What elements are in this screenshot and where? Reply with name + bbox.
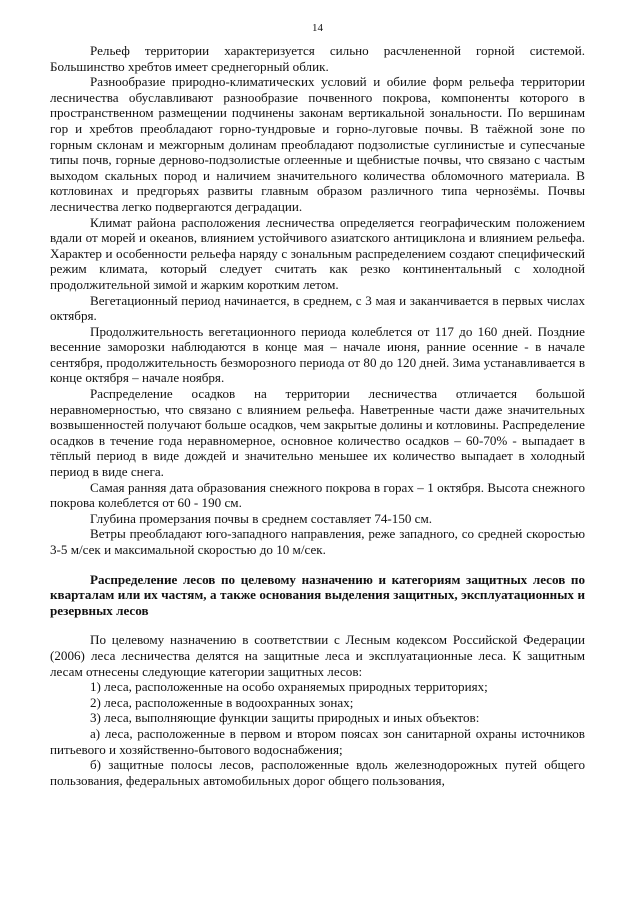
list-item-water-protection: 2) леса, расположенные в водоохранных зонах; xyxy=(90,694,354,710)
paragraph-vegetation-start: Вегетационный период начинается, в среднем, с 3 мая и заканчивается в первых числах октября. xyxy=(50,292,585,324)
paragraph-forest-purpose: По целевому назначению в соответствии с Лесным кодексом Российской Федерации (2006) леса лесничества делятся на защитные леса и эксплуатационные леса. К защитным лесам отнесены следующие категории защитных лесов: xyxy=(50,632,585,679)
section-heading: Распределение лесов по целевому назначению и категориям защитных лесов по кварталам или их частям, а также основания выделения защитных, эксплуатационных и резервных лесов xyxy=(50,571,585,618)
paragraph-relief: Рельеф территории характеризуется сильно расчлененной горной системой. Большинство хребтов имеет среднегорный облик. xyxy=(50,43,585,74)
paragraph-climate: Климат района расположения лесничества определяется географическим положением вдали от морей и океанов, влиянием устойчивого азиатского антициклона и влиянием рельефа. Характер и особенности рельефа наряду с зональным распределением создают специфический режим климата, который следует считать как резко континентальный с холодной продолжительной зимой и жарким коротким летом. xyxy=(50,214,585,292)
paragraph-vegetation-duration: Продолжительность вегетационного периода колеблется от 117 до 160 дней. Поздние весенние заморозки наблюдаются в конце мая – начале июня, ранние осенние - в начале сентября, продолжительность безморозного периода от 80 до 120 дней. Зима устанавливается в конце октября – начале ноября. xyxy=(50,323,585,386)
page-number: 14 xyxy=(312,22,323,34)
list-item-protected-areas: 1) леса, расположенные на особо охраняемых природных территориях; xyxy=(90,679,488,695)
list-item-sanitary-zones: а) леса, расположенные в первом и втором поясах зон санитарной охраны источников питьевого и хозяйственно-бытового водоснабжения; xyxy=(50,725,585,757)
spacer xyxy=(50,558,585,572)
paragraph-soils: Разнообразие природно-климатических условий и обилие форм рельефа территории лесничества обуславливают разнообразие почвенного покрова, компоненты которого в пространственном размещении подчинены законам вертикальной зональности. По вершинам гор и хребтов преобладают горно-тундровые и горно-луговые почвы. В таёжной зоне по горным склонам и межгорным долинам преобладают подзолистые суглинистые и супесчаные типы почв, горные дерново-подзолистые оглеенные и щебнистые почвы, что связано с частым выходом скальных пород и наличием значительного количества обломочного материала. В котловинах и предгорьях развиты главным образом различного типа чернозёмы. Почвы лесничества легко подвергаются деградации. xyxy=(50,74,585,214)
list-item-protection-functions: 3) леса, выполняющие функции защиты природных и иных объектов: xyxy=(90,710,480,726)
paragraph-snow-cover: Самая ранняя дата образования снежного покрова в горах – 1 октября. Высота снежного покрова колеблется от 60 - 190 см. xyxy=(50,479,585,511)
paragraph-winds: Ветры преобладают юго-западного направления, реже западного, со средней скоростью 3-5 м/сек и максимальной скоростью до 10 м/сек. xyxy=(50,526,585,557)
list-item-protective-strips: б) защитные полосы лесов, расположенные вдоль железнодорожных путей общего пользования, федеральных автомобильных дорог общего пользования, xyxy=(50,757,585,788)
paragraph-soil-freezing: Глубина промерзания почвы в среднем составляет 74-150 см. xyxy=(90,510,433,526)
paragraph-precipitation: Распределение осадков на территории лесничества отличается большой неравномерностью, что связано с влиянием рельефа. Наветренные части даже значительных возвышенностей получают больше осадков, чем закрытые долины и котловины. Распределение осадков в течение года неравномерное, основное количество осадков – 60-70% - выпадает в тёплый период в виде дождей и значительно меньшее их количество выпадает в холодный период в виде снега. xyxy=(50,386,585,480)
spacer xyxy=(50,618,585,632)
